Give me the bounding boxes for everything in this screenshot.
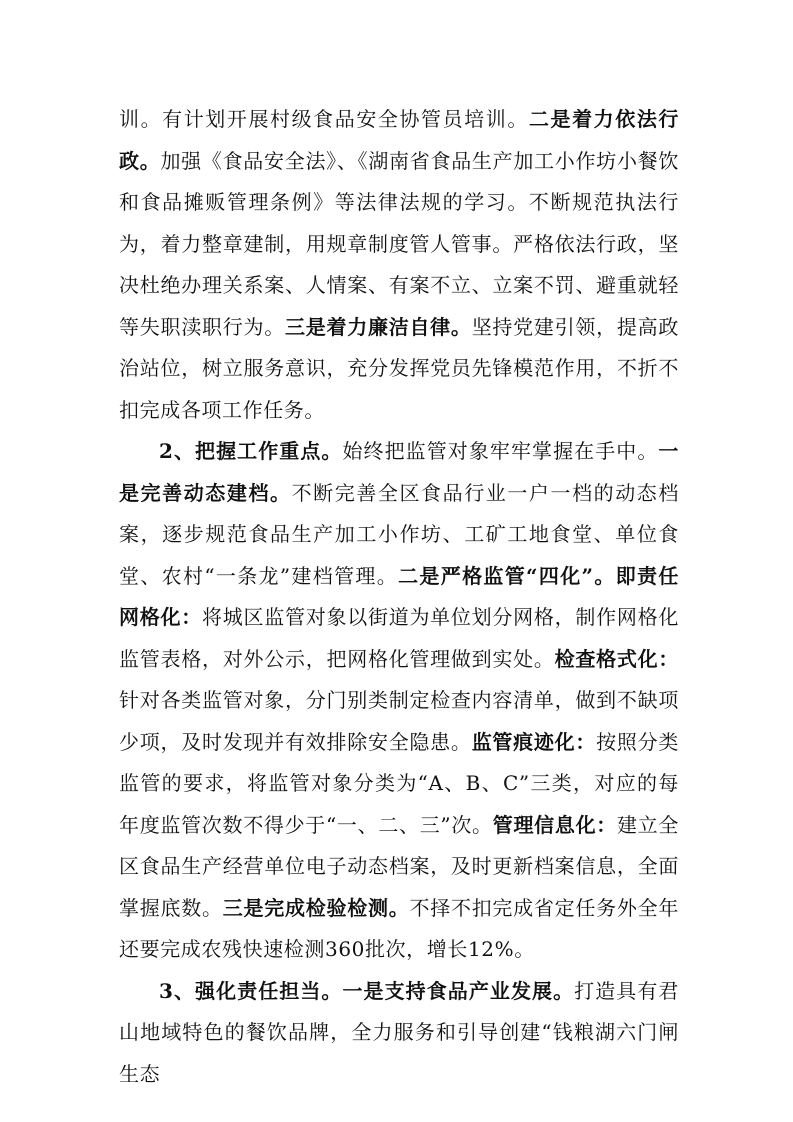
text-segment: 不断完善全区食品行业一户一档的动态档案，逐步规范食品生产加工小作坊、工矿工地食堂、单位食堂、农村“一条龙”建档管理。 [119, 480, 679, 588]
bold-heading: 一是完善动态建档。 [119, 439, 679, 505]
text-segment: 训。有计划开展村级食品安全协管员培训。 [119, 107, 529, 131]
bold-heading: 二是严格监管“四化”。即责任网格化： [119, 563, 679, 629]
text-segment: 不择不扣完成省定任务外全年还要完成农残快速检测360批次，增长12%。 [119, 895, 679, 961]
text-segment: 加强《食品安全法》、《湖南省食品生产加工小作坊小餐饮和食品摊贩管理条例》等法律法规的学习。不断规范执法行为，着力整章建制，用规章制度管人管事。严格依法行政，坚决杜绝办理关系案、人情案、有案不立、立案不罚、避重就轻等失职渎职行为。 [119, 148, 679, 339]
section-heading: 3、强化责任担当。 [159, 978, 343, 1003]
bold-heading: 三是完成检验检测。 [222, 895, 410, 920]
bold-heading: 三是着力廉洁自律。 [284, 314, 472, 339]
bold-heading: 检查格式化： [554, 646, 679, 671]
text-segment: 针对各类监管对象，分门别类制定检查内容清单，做到不缺项少项，及时发现并有效排除安全隐患。 [119, 688, 679, 754]
paragraph-1 [119, 99, 679, 431]
text-segment: 建立全区食品生产经营单位电子动态档案，及时更新档案信息，全面掌握底数。 [119, 812, 679, 920]
text-segment: 打造具有君山地域特色的餐饮品牌，全力服务和引导创建“钱粮湖六门闸生态 [119, 978, 679, 1086]
text-segment: 坚持党建引领，提高政治站位，树立服务意识，充分发挥党员先锋模范作用，不折不扣完成各项工作任务。 [119, 314, 679, 422]
bold-heading: 监管痕迹化： [471, 729, 597, 754]
paragraph-3 [119, 971, 679, 1096]
bold-heading: 二是着力依法行政。 [119, 107, 679, 173]
paragraph-2 [119, 431, 679, 971]
text-segment: 将城区监管对象以街道为单位划分网格，制作网格化监管表格，对外公示，把网格化管理做到实处。 [119, 605, 679, 671]
section-heading: 2、把握工作重点。 [159, 439, 343, 463]
bold-heading: 管理信息化： [492, 812, 617, 837]
text-segment: 始终把监管对象牢牢掌握在手中。 [342, 439, 659, 463]
document-body [119, 99, 679, 1095]
text-segment: 按照分类监管的要求，将监管对象分类为“A、B、C”三类，对应的每年度监管次数不得少于“一、二、三”次。 [119, 729, 680, 837]
bold-heading: 一是支持食品产业发展。 [342, 978, 575, 1003]
